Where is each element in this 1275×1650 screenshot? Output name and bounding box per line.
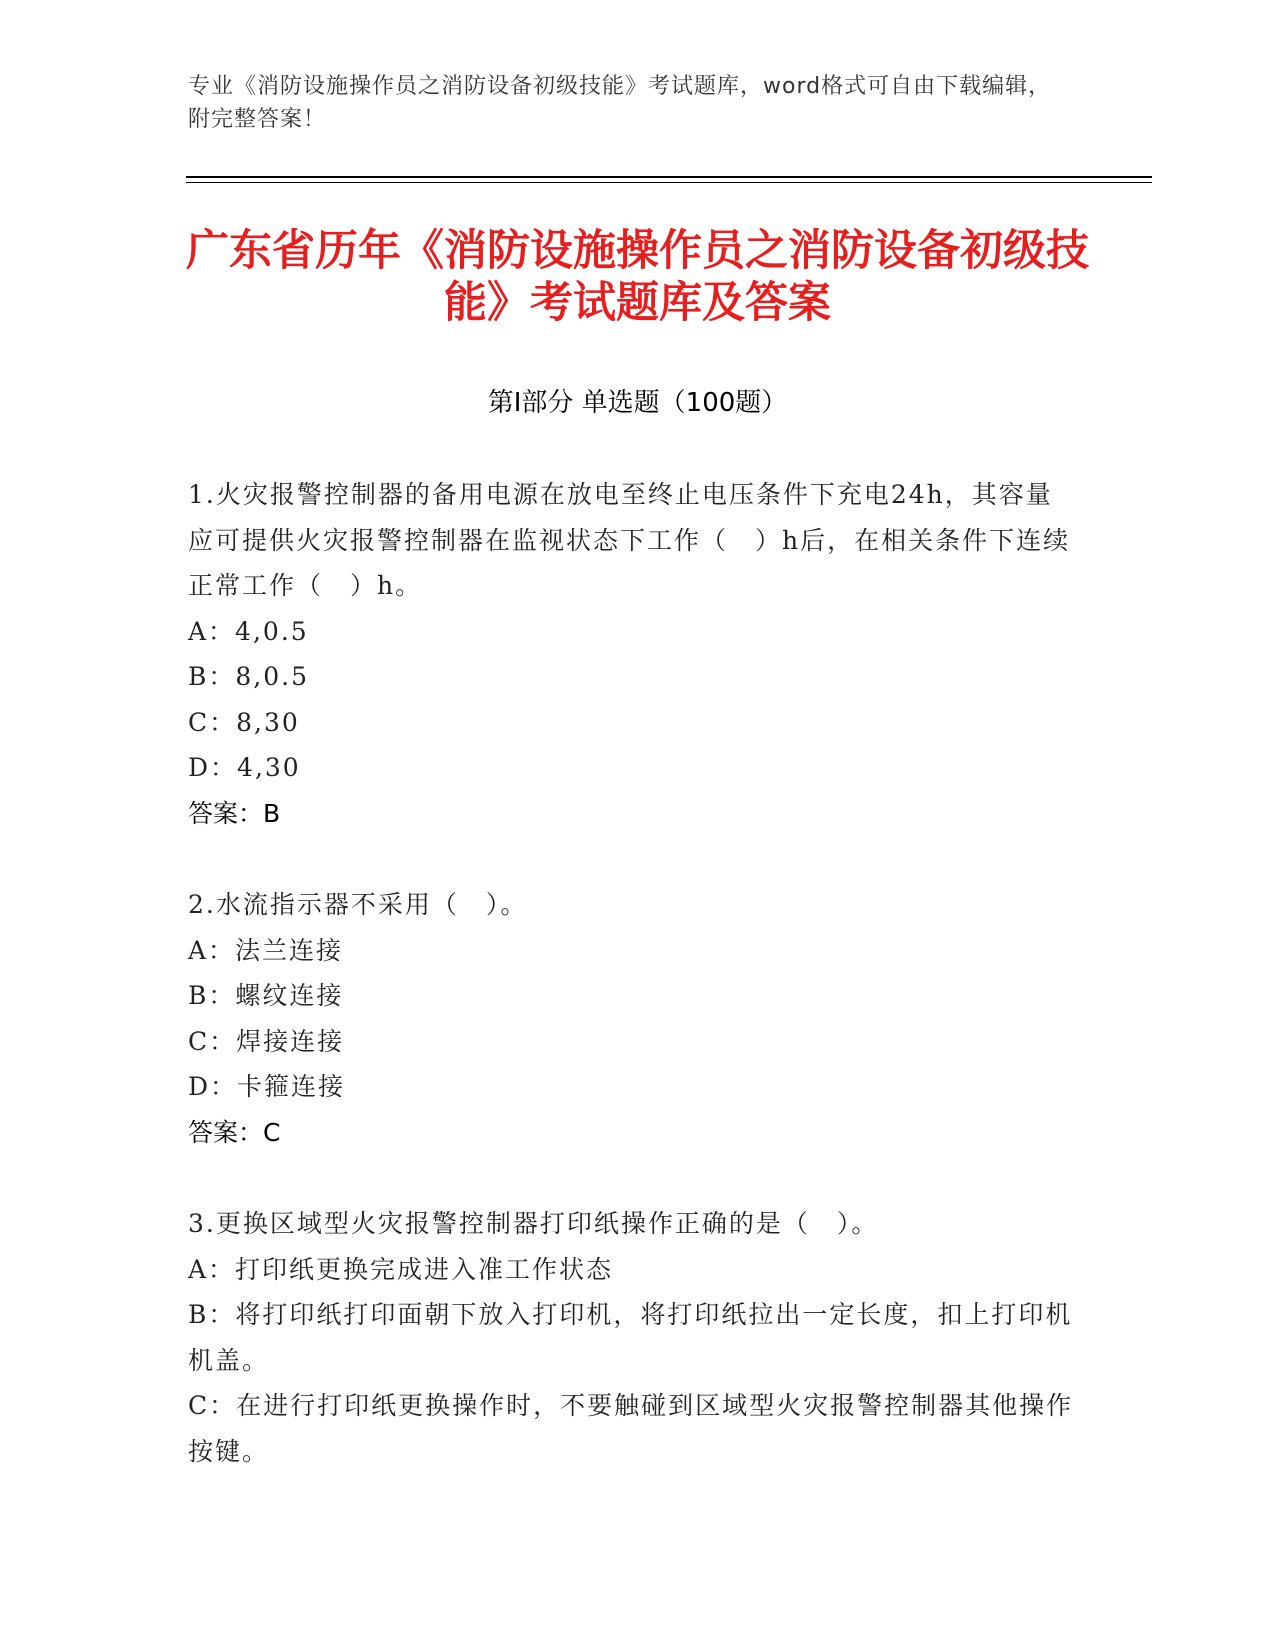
option-a: A：法兰连接 — [188, 935, 344, 965]
question-stem: 1.火灾报警控制器的备用电源在放电至终止电压条件下充电24h，其容量应可提供火灾报警控制器在监视状态下工作（ ）h后，在相关条件下连续正常工作（ ）h。 — [188, 480, 1071, 600]
option-b: B：8,0.5 — [188, 662, 309, 691]
option-b: B：将打印纸打印面朝下放入打印机，将打印纸拉出一定长度，扣上打印机机盖。 — [188, 1300, 1073, 1375]
header-note: 专业《消防设施操作员之消防设备初级技能》考试题库，word格式可自由下载编辑，附完整答案！ — [188, 74, 1052, 132]
question-2 — [188, 882, 1078, 1155]
header-rule-thick — [186, 176, 1152, 178]
question-3 — [188, 1201, 1078, 1474]
option-a: A：打印纸更换完成进入准工作状态 — [188, 1254, 614, 1284]
option-c: C：8,30 — [188, 707, 300, 737]
option-d: D：卡箍连接 — [188, 1072, 346, 1101]
option-c: C：在进行打印纸更换操作时，不要触碰到区域型火灾报警控制器其他操作按键。 — [188, 1391, 1074, 1466]
option-c: C：焊接连接 — [188, 1026, 345, 1056]
section-title: 第Ⅰ部分 单选题（100题） — [487, 388, 788, 418]
answer: 答案：B — [188, 798, 281, 828]
question-stem: 3.更换区域型火灾报警控制器打印纸操作正确的是（ ）。 — [188, 1209, 879, 1238]
document-title: 广东省历年《消防设施操作员之消防设备初级技能》考试题库及答案 — [186, 226, 1089, 328]
option-a: A：4,0.5 — [188, 616, 309, 646]
question-list — [188, 472, 1078, 1520]
header-rule-thin — [186, 182, 1152, 183]
option-b: B：螺纹连接 — [188, 981, 344, 1010]
question-1 — [188, 472, 1078, 836]
option-d: D：4,30 — [188, 753, 301, 782]
question-stem: 2.水流指示器不采用（ ）。 — [188, 890, 528, 919]
answer: 答案：C — [188, 1117, 281, 1147]
